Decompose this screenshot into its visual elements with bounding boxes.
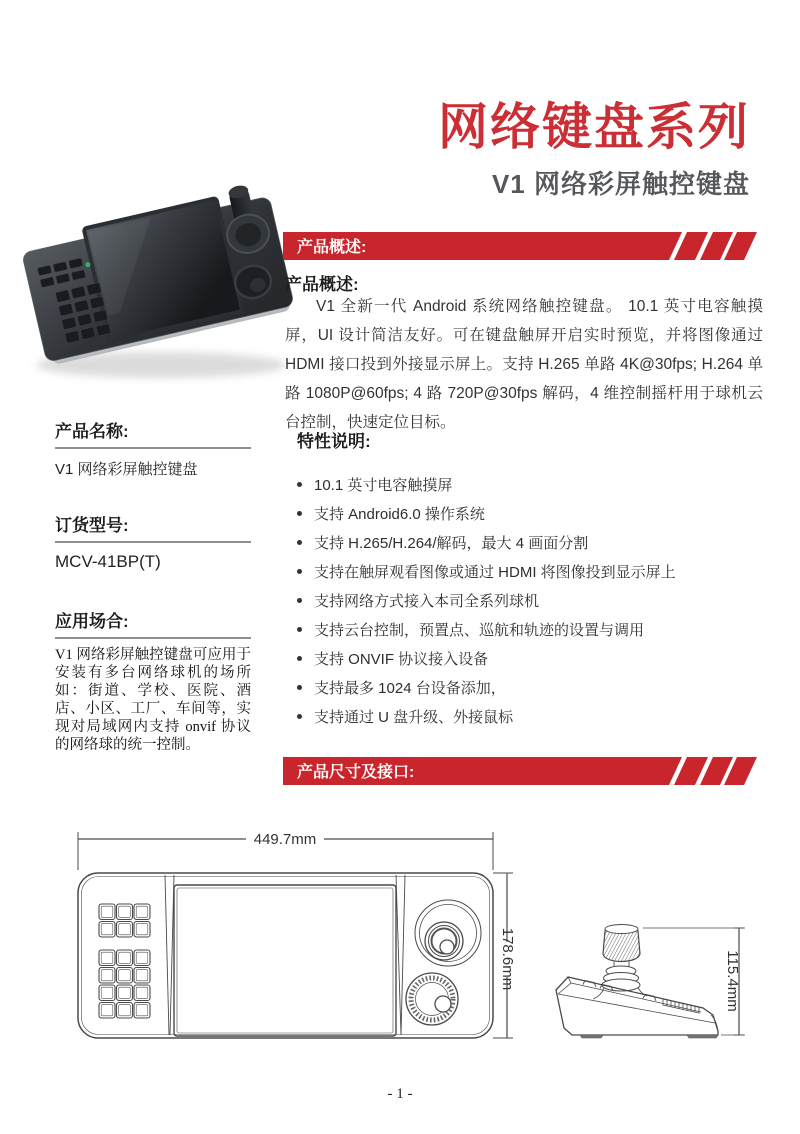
- bullet-icon: [297, 685, 302, 690]
- front-jog-dial: [406, 973, 458, 1025]
- bullet-icon: [297, 540, 302, 545]
- feature-text: 支持 ONVIF 协议接入设备: [314, 651, 489, 668]
- feature-item: [297, 586, 762, 615]
- overview-heading: 产品概述:: [285, 275, 359, 294]
- feature-text: 支持云台控制，预置点、巡航和轨迹的设置与调用: [314, 622, 645, 639]
- page-subtitle: V1 网络彩屏触控键盘: [491, 169, 750, 199]
- feature-text: 支持最多 1024 台设备添加，: [314, 680, 506, 697]
- product-name-value: V1 网络彩屏触控键盘: [55, 461, 198, 478]
- side-height-dimension-label: 115.4mm: [724, 950, 741, 1012]
- feature-item: [297, 644, 762, 673]
- feature-item: [297, 615, 762, 644]
- feature-text: 支持 Android6.0 操作系统: [314, 506, 485, 523]
- product-photo-drawing: [15, 183, 305, 395]
- order-model-section: [55, 511, 251, 572]
- bullet-icon: [297, 627, 302, 632]
- product-photo: [15, 183, 305, 395]
- heading-rule: [55, 637, 251, 639]
- side-key-cluster: [663, 999, 699, 1013]
- heading-rule: [55, 447, 251, 449]
- feature-item: [297, 557, 762, 586]
- product-name-heading: 产品名称:: [55, 422, 129, 441]
- feature-text: 支持通过 U 盘升级、外接鼠标: [314, 709, 514, 726]
- feature-item: [297, 528, 762, 557]
- side-view-drawing: [535, 893, 790, 1058]
- features-heading: 特性说明:: [297, 432, 371, 451]
- bullet-icon: [297, 511, 302, 516]
- order-model-heading: 订货型号:: [55, 516, 129, 535]
- bullet-icon: [297, 598, 302, 603]
- feature-text: 支持在触屏观看图像或通过 HDMI 将图像投到显示屏上: [314, 564, 676, 581]
- page-title: 网络键盘系列: [438, 99, 750, 155]
- front-joystick: [415, 900, 481, 966]
- page-number: - 1 -: [387, 1086, 413, 1102]
- heading-rule: [55, 541, 251, 543]
- feature-text: 支持 H.265/H.264/解码，最大 4 画面分割: [314, 535, 589, 552]
- dimensions-banner-label: 产品尺寸及接口:: [297, 764, 415, 781]
- product-name-section: [55, 417, 251, 479]
- application-section: [55, 607, 251, 754]
- bullet-icon: [297, 569, 302, 574]
- features-list: [297, 470, 762, 731]
- feature-text: 10.1 英寸电容触摸屏: [314, 477, 453, 494]
- height-dimension-label: 178.6mm: [499, 927, 516, 991]
- bullet-icon: [297, 656, 302, 661]
- front-view-drawing: [60, 822, 525, 1050]
- application-heading: 应用场合:: [55, 612, 129, 631]
- bullet-icon: [297, 714, 302, 719]
- side-joystick: [593, 925, 647, 1000]
- width-dimension-label: 449.7mm: [253, 831, 317, 848]
- front-keypad-upper: [99, 904, 150, 937]
- feature-item: [297, 470, 762, 499]
- overview-banner: [283, 232, 757, 260]
- application-value: V1 网络彩屏触控键盘可应用于安装有多台网络球机的场所如：街道、学校、医院、酒店、小区、工厂、车间等，实现对局域网内支持 onvif 协议的网络球的统一控制。: [55, 647, 251, 753]
- dimensions-banner: [283, 757, 757, 785]
- front-keypad-lower: [99, 950, 150, 1018]
- feature-item: [297, 673, 762, 702]
- feature-text: 支持网络方式接入本司全系列球机: [314, 593, 540, 610]
- feature-item: [297, 702, 762, 731]
- overview-banner-label: 产品概述:: [297, 239, 367, 256]
- overview-body: V1 全新一代 Android 系统网络触控键盘。 10.1 英寸电容触摸屏，UI 设计简洁友好。可在键盘触屏开启实时预览，并将图像通过 HDMI 接口投到外接显示屏上。支持 H.265 单路 4K@30fps; H.264 单路 1080P@60fps; 4 路 720P@30fps 解码，4 维控制摇杆用于球机云台控制，快速定位目标。: [285, 298, 763, 431]
- feature-item: [297, 499, 762, 528]
- bullet-icon: [297, 482, 302, 487]
- order-model-value: MCV-41BP(T): [55, 552, 161, 571]
